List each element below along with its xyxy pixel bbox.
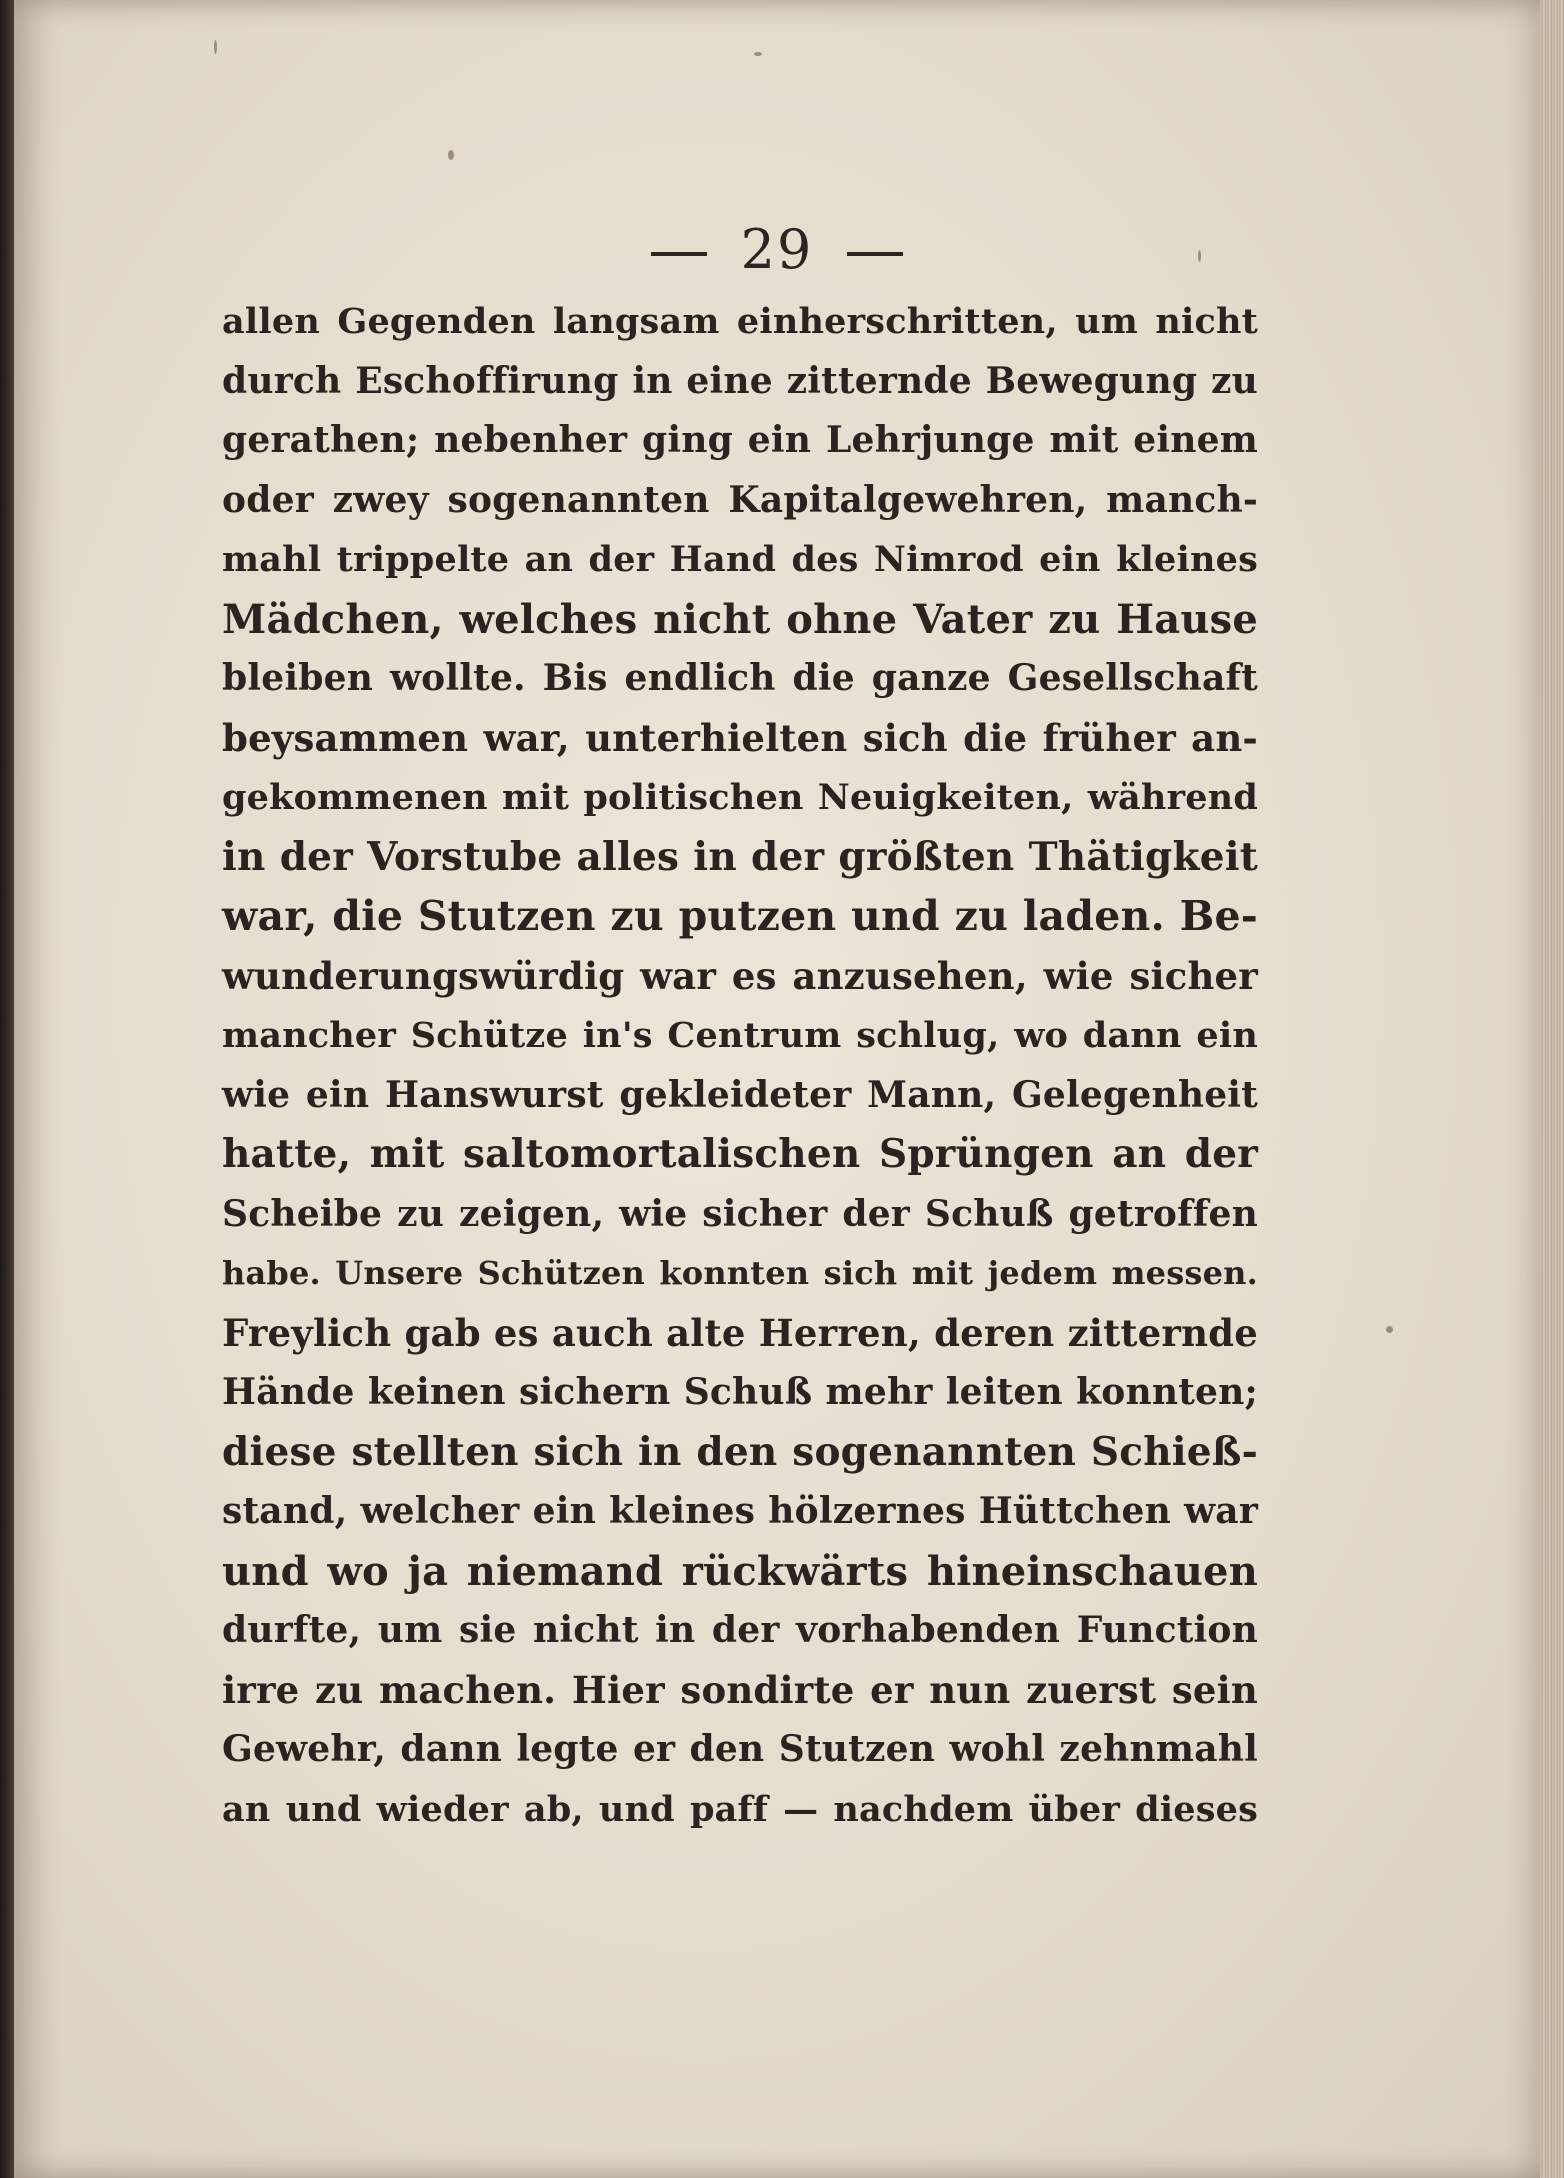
header-dash-left [651, 252, 707, 256]
text-line: in der Vorstube alles in der größten Thätigkeit [222, 833, 1258, 880]
book-cover-edge-left [0, 0, 14, 2178]
text-line: oder zwey sogenannten Kapitalgewehren, manch- [222, 478, 1258, 521]
text-line: Mädchen, welches nicht ohne Vater zu Hause [222, 595, 1258, 643]
text-line: allen Gegenden langsam einherschritten, um nicht [222, 301, 1258, 342]
text-line: wunderungswürdig war es anzusehen, wie sicher [222, 953, 1258, 998]
text-line: mahl trippelte an der Hand des Nimrod ein kleines [222, 539, 1258, 580]
book-page [14, 0, 1540, 2178]
text-line: habe. Unsere Schützen konnten sich mit jedem messen. [222, 1254, 1258, 1292]
text-line: an und wieder ab, und paff — nachdem über dieses [222, 1788, 1258, 1830]
text-line: durfte, um sie nicht in der vorhabenden Function [222, 1609, 1258, 1651]
page-number: 29 [740, 218, 814, 281]
text-line: und wo ja niemand rückwärts hineinschauen [222, 1547, 1258, 1595]
text-line: wie ein Hanswurst gekleideter Mann, Gelegenheit [222, 1073, 1258, 1116]
text-line: mancher Schütze in's Centrum schlug, wo dann ein [222, 1015, 1258, 1056]
paper-speck [214, 40, 217, 54]
text-line: hatte, mit saltomortalischen Sprüngen an der [222, 1131, 1258, 1177]
text-line: gerathen; nebenher ging ein Lehrjunge mit einem [222, 419, 1258, 461]
page-header [14, 218, 1540, 281]
text-line: Scheibe zu zeigen, wie sicher der Schuß getroffen [222, 1192, 1258, 1235]
text-line: beysammen war, unterhielten sich die früher an- [222, 715, 1258, 760]
paper-speck [448, 150, 454, 160]
text-line: durch Eschoffirung in eine zitternde Bewegung zu [222, 359, 1258, 402]
text-line: war, die Stutzen zu putzen und zu laden. Be- [222, 892, 1258, 940]
text-line: stand, welcher ein kleines hölzernes Hüttchen war [222, 1490, 1258, 1532]
text-line: bleiben wollte. Bis endlich die ganze Gesellschaft [222, 657, 1258, 699]
text-line: Hände keinen sichern Schuß mehr leiten konnten; [222, 1371, 1258, 1413]
paper-speck [754, 52, 762, 56]
text-line: irre zu machen. Hier sondirte er nun zuerst sein [222, 1667, 1258, 1712]
text-line: Freylich gab es auch alte Herren, deren zitternde [222, 1310, 1258, 1355]
paper-speck [1386, 1326, 1393, 1333]
header-dash-right [847, 252, 903, 256]
text-line: gekommenen mit politischen Neuigkeiten, während [222, 777, 1258, 818]
text-line: diese stellten sich in den sogenannten Schieß- [222, 1428, 1258, 1475]
body-text [222, 292, 1258, 1839]
paper-speck [1198, 250, 1201, 262]
text-line: Gewehr, dann legte er den Stutzen wohl zehnmahl [222, 1728, 1258, 1770]
book-page-stack-edge [1540, 0, 1564, 2178]
